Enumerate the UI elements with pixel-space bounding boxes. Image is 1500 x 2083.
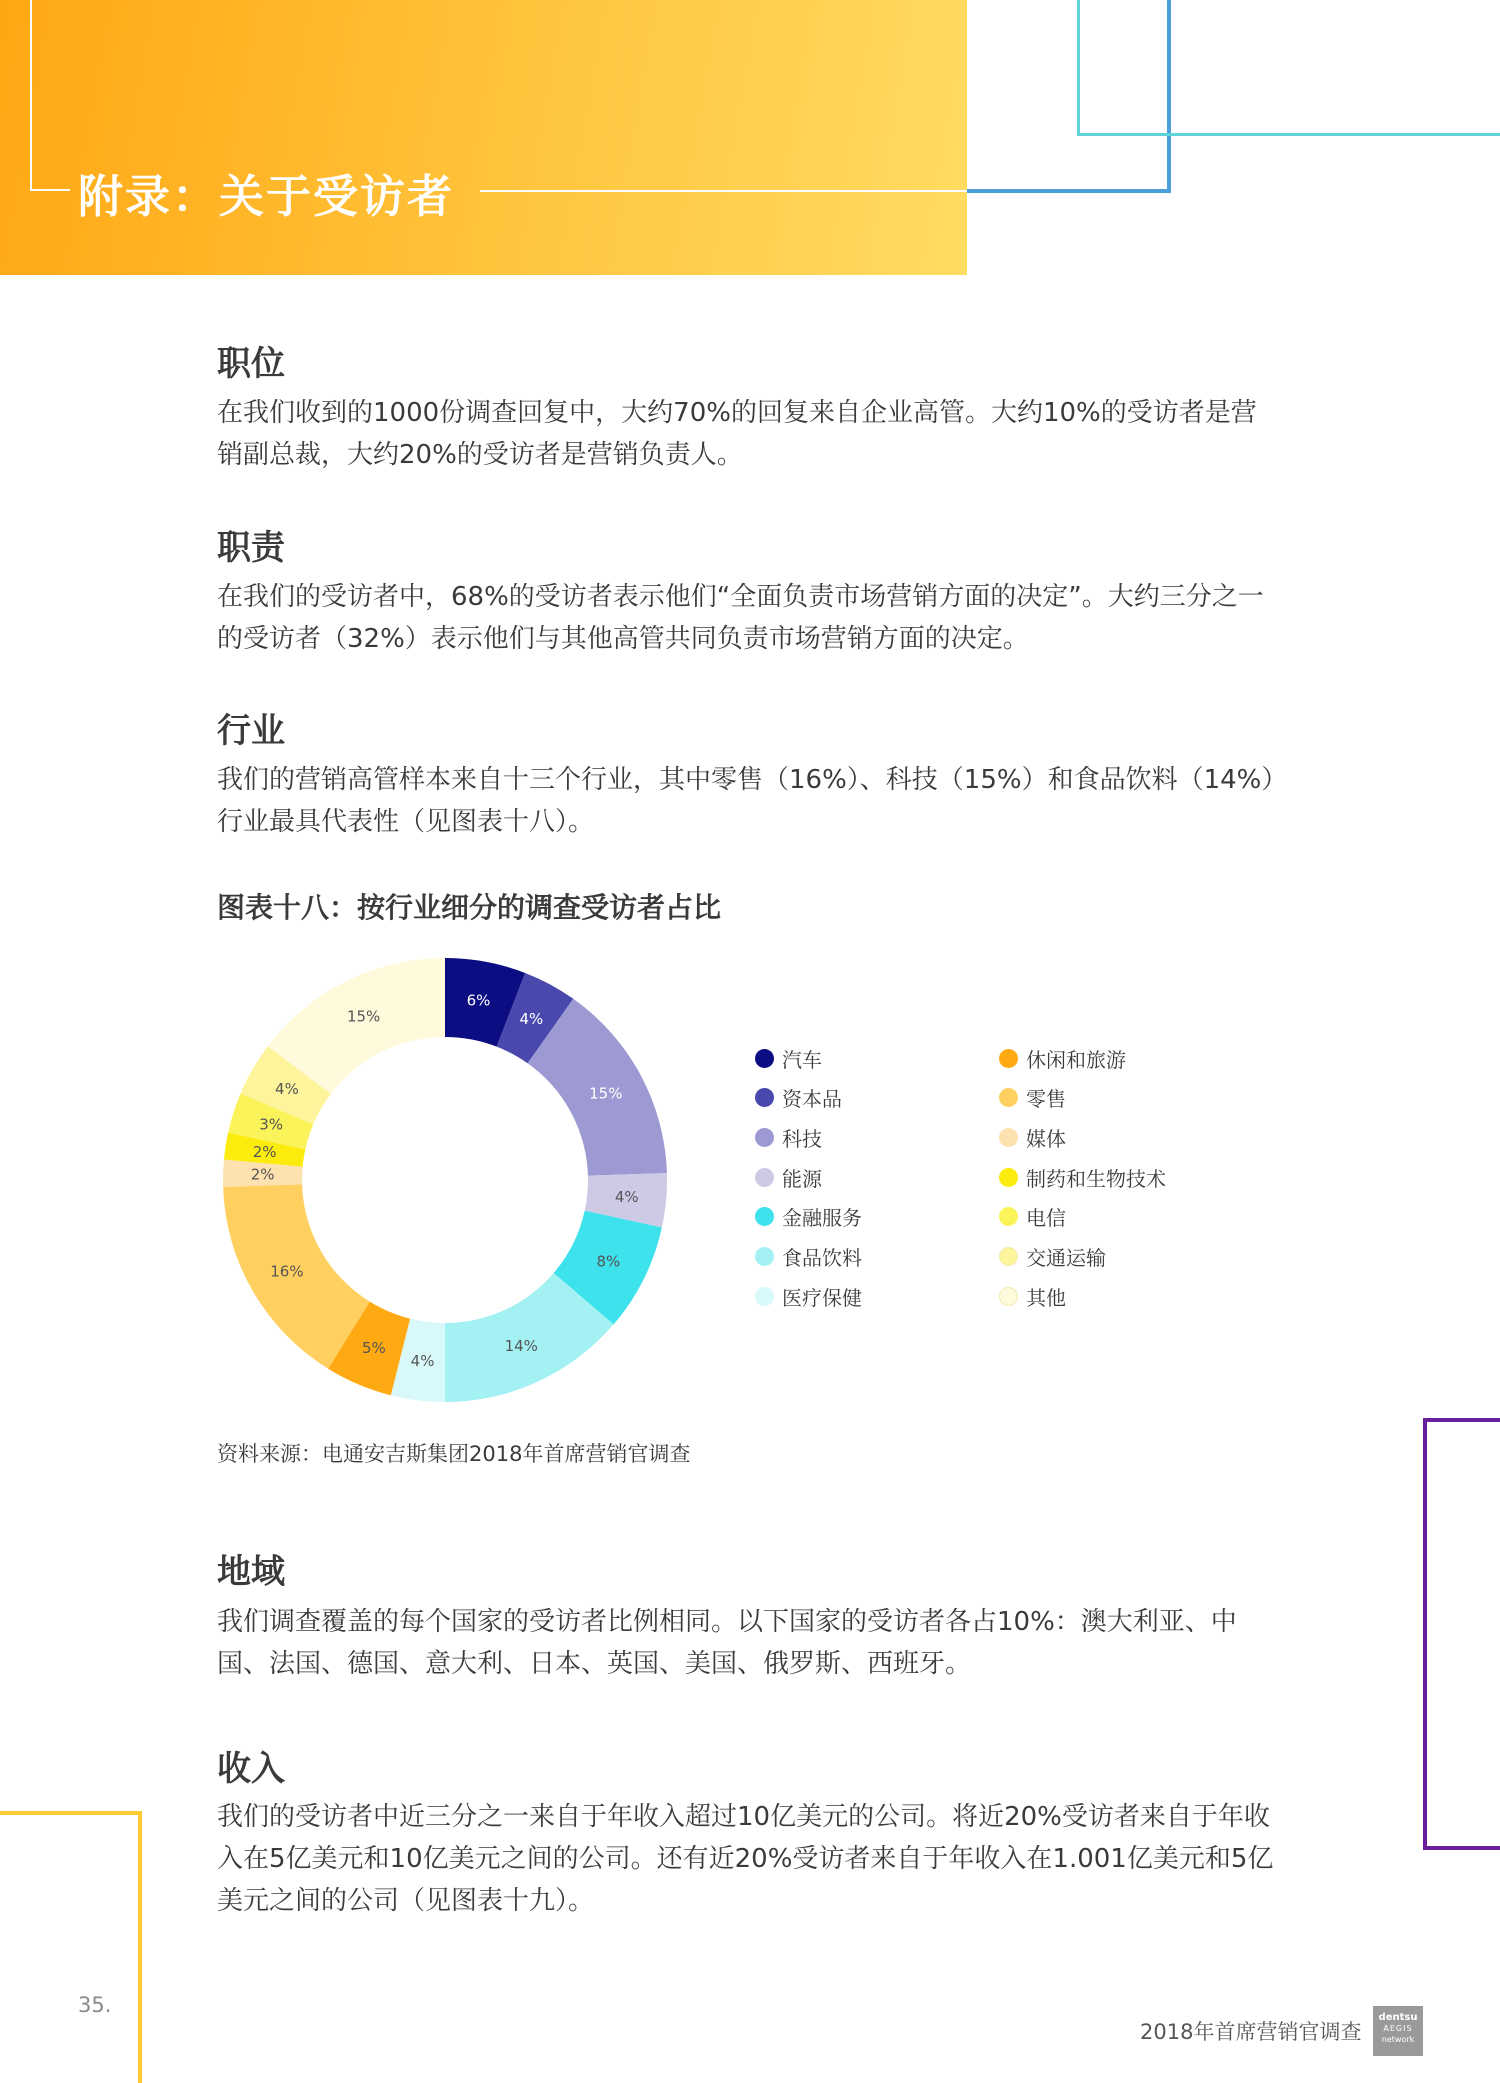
- section-text-position: 在我们收到的1000份调查回复中，大约70%的回复来自企业高管。大约10%的受访者是营销副总裁，大约20%的受访者是营销负责人。: [217, 398, 1257, 470]
- section-heading-revenue: 收入: [217, 1749, 285, 1789]
- legend-label: 资本品: [782, 1087, 842, 1112]
- section-text-responsibility: 在我们的受访者中，68%的受访者表示他们“全面负责市场营销方面的决定”。大约三分之一的受访者（32%）表示他们与其他高管共同负责市场营销方面的决定。: [217, 582, 1264, 654]
- legend-swatch: [755, 1168, 774, 1187]
- legend-item: [755, 1162, 822, 1192]
- title-rule: [480, 190, 967, 192]
- section-heading-industry: 行业: [217, 711, 285, 751]
- legend-item: [999, 1162, 1166, 1192]
- legend-label: 能源: [782, 1166, 822, 1191]
- legend-label: 其他: [1026, 1285, 1066, 1310]
- logo-text-line1: dentsu: [1378, 2012, 1418, 2023]
- legend-item: [999, 1122, 1066, 1152]
- logo-text-line3: network: [1381, 2035, 1415, 2044]
- legend-label: 医疗保健: [782, 1285, 862, 1310]
- legend-item: [755, 1043, 822, 1073]
- donut-slice-label-7: 4%: [410, 1352, 435, 1371]
- legend-item: [755, 1242, 862, 1272]
- chart-title: 图表十八：按行业细分的调查受访者占比: [217, 891, 722, 924]
- legend-item: [755, 1202, 862, 1232]
- donut-slice-label-11: 2%: [252, 1143, 277, 1162]
- donut-slice-label-1: 6%: [466, 991, 491, 1010]
- section-heading-position: 职位: [217, 344, 285, 384]
- legend-label: 金融服务: [782, 1206, 862, 1231]
- legend-swatch: [999, 1088, 1018, 1107]
- donut-slice-label-10: 2%: [250, 1165, 275, 1184]
- legend-swatch: [999, 1247, 1018, 1266]
- legend-label: 电信: [1026, 1206, 1066, 1231]
- legend-label: 交通运输: [1026, 1246, 1106, 1270]
- purple-frame-line: [1423, 1418, 1500, 1850]
- legend-item: [755, 1122, 822, 1152]
- banner-corner-line-h: [30, 189, 70, 191]
- legend-item: [999, 1043, 1126, 1073]
- section-text-revenue: 我们的受访者中近三分之一来自于年收入超过10亿美元的公司。将近20%受访者来自于年收入在5亿美元和10亿美元之间的公司。还有近20%受访者来自于年收入在1.001亿美元和5亿美元之间的公司（见图表十九）。: [217, 1802, 1274, 1916]
- section-text-industry: 我们的营销高管样本来自十三个行业，其中零售（16%）、科技（15%）和食品饮料（14%）行业最具代表性（见图表十八）。: [217, 765, 1275, 837]
- legend-swatch: [755, 1287, 774, 1306]
- header-banner: [0, 0, 967, 275]
- yellow-frame-line: [0, 1811, 142, 2083]
- donut-slice-label-13: 4%: [275, 1079, 299, 1098]
- legend-item: [999, 1242, 1106, 1272]
- legend-swatch: [999, 1287, 1018, 1306]
- legend-swatch: [755, 1247, 774, 1266]
- legend-item: [755, 1281, 862, 1311]
- chart-source: 资料来源：电通安吉斯集团2018年首席营销官调查: [217, 1442, 691, 1466]
- legend-swatch: [755, 1088, 774, 1107]
- donut-slice-label-8: 5%: [361, 1339, 386, 1358]
- page-number: 35.: [78, 1993, 112, 2017]
- donut-slice-label-3: 15%: [589, 1084, 623, 1103]
- legend-item: [999, 1083, 1066, 1113]
- donut-chart: [210, 945, 680, 1415]
- legend-item: [755, 1083, 842, 1113]
- donut-slice-label-9: 16%: [270, 1262, 304, 1281]
- legend-item: [999, 1202, 1066, 1232]
- legend-label: 食品饮料: [782, 1246, 862, 1270]
- section-heading-responsibility: 职责: [217, 528, 285, 568]
- legend-label: 媒体: [1026, 1126, 1066, 1151]
- logo-text-line2: AEGIS: [1383, 2024, 1413, 2033]
- legend-swatch: [999, 1207, 1018, 1226]
- legend-swatch: [999, 1049, 1018, 1068]
- legend-label: 汽车: [782, 1047, 822, 1072]
- donut-slice-label-4: 4%: [614, 1187, 639, 1206]
- banner-corner-line: [30, 0, 32, 190]
- donut-slice-label-6: 14%: [504, 1336, 538, 1355]
- donut-slice-label-2: 4%: [519, 1010, 544, 1029]
- teal-frame-line: [1077, 0, 1500, 136]
- legend-swatch: [755, 1049, 774, 1068]
- section-heading-region: 地域: [217, 1552, 285, 1592]
- page-title: 附录：关于受访者: [78, 170, 455, 223]
- legend-swatch: [999, 1128, 1018, 1147]
- legend-swatch: [755, 1207, 774, 1226]
- legend-label: 零售: [1026, 1087, 1066, 1112]
- donut-slice-label-14: 15%: [346, 1007, 381, 1026]
- section-text-region: 我们调查覆盖的每个国家的受访者比例相同。以下国家的受访者各占10%：澳大利亚、中国、法国、德国、意大利、日本、英国、美国、俄罗斯、西班牙。: [217, 1607, 1237, 1679]
- legend-item: [999, 1281, 1066, 1311]
- legend-swatch: [999, 1168, 1018, 1187]
- legend-label: 科技: [782, 1126, 822, 1151]
- legend-swatch: [755, 1128, 774, 1147]
- footer-report-title: 2018年首席营销官调查: [1140, 2020, 1362, 2044]
- legend-label: 制药和生物技术: [1026, 1166, 1166, 1191]
- dentsu-aegis-logo: [1373, 2006, 1423, 2056]
- donut-slice-label-12: 3%: [259, 1115, 283, 1134]
- donut-slice-label-5: 8%: [596, 1252, 621, 1271]
- legend-label: 休闲和旅游: [1026, 1047, 1126, 1072]
